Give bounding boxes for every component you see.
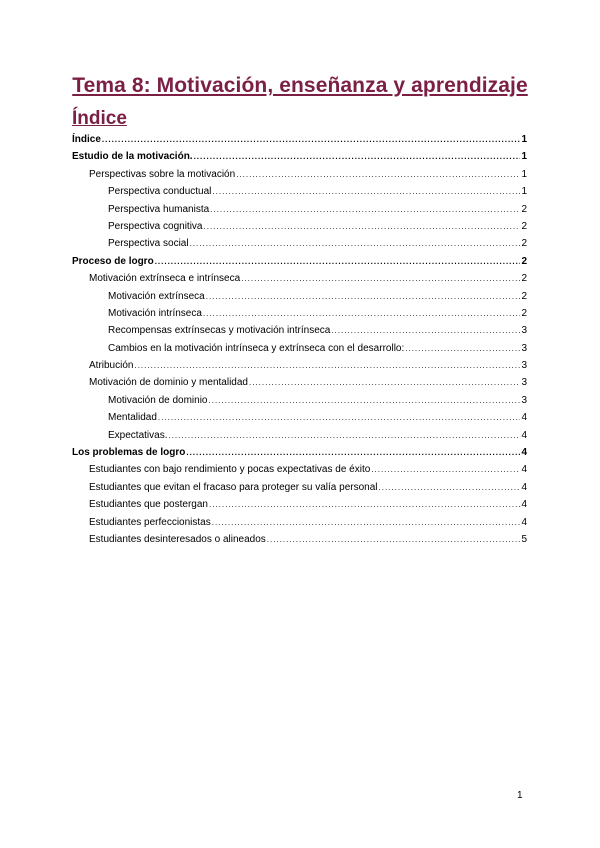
toc-entry[interactable] [72, 148, 527, 165]
toc-entry-page: 4 [521, 499, 527, 511]
toc-entry-title: Perspectiva humanista [108, 203, 210, 215]
table-of-contents [72, 131, 527, 548]
toc-entry[interactable] [72, 183, 527, 200]
toc-dot-leader [241, 270, 520, 287]
toc-entry[interactable] [72, 270, 527, 287]
toc-entry[interactable] [72, 218, 527, 235]
toc-entry[interactable] [72, 305, 527, 322]
toc-entry-page: 3 [521, 342, 527, 354]
toc-entry-title: Proceso de logro [72, 255, 154, 267]
toc-entry-title: Estudiantes con bajo rendimiento y pocas expectativas de éxito [89, 464, 371, 476]
toc-entry-title: Los problemas de logro [72, 447, 186, 459]
toc-dot-leader [210, 201, 520, 218]
toc-dot-leader [212, 514, 521, 531]
toc-dot-leader [236, 166, 520, 183]
toc-entry-page: 2 [521, 220, 527, 232]
toc-entry-page: 1 [521, 134, 527, 145]
toc-dot-leader [212, 183, 520, 200]
toc-entry[interactable] [72, 340, 527, 357]
toc-entry-title: Mentalidad [108, 412, 157, 424]
toc-dot-leader [209, 392, 521, 409]
toc-entry-title: Perspectiva social [108, 238, 189, 250]
toc-dot-leader [168, 427, 520, 444]
toc-entry-page: 2 [521, 290, 527, 302]
toc-entry-page: 4 [521, 481, 527, 493]
toc-entry[interactable] [72, 201, 527, 218]
toc-entry[interactable] [72, 166, 527, 183]
toc-entry-title: Estudiantes perfeccionistas [89, 516, 211, 528]
toc-entry-title: Índice [72, 134, 101, 145]
toc-entry-page: 3 [521, 325, 527, 337]
toc-entry-page: 3 [521, 394, 527, 406]
toc-entry-page: 1 [521, 168, 527, 180]
toc-entry[interactable] [72, 322, 527, 339]
toc-entry[interactable] [72, 357, 527, 374]
toc-entry-page: 2 [521, 273, 527, 285]
toc-entry-page: 3 [521, 360, 527, 372]
toc-entry-page: 2 [521, 203, 527, 215]
toc-entry-page: 1 [521, 151, 527, 163]
toc-entry[interactable] [72, 131, 527, 148]
toc-entry[interactable] [72, 444, 527, 461]
toc-entry[interactable] [72, 392, 527, 409]
toc-entry-page: 2 [521, 307, 527, 319]
toc-dot-leader [379, 479, 521, 496]
toc-dot-leader [203, 305, 521, 322]
toc-entry[interactable] [72, 496, 527, 513]
toc-entry[interactable] [72, 461, 527, 478]
toc-entry-title: Perspectiva cognitiva [108, 220, 203, 232]
toc-entry-page: 3 [521, 377, 527, 389]
toc-dot-leader [186, 444, 520, 461]
toc-entry-title: Atribución [89, 360, 134, 372]
toc-entry[interactable] [72, 427, 527, 444]
toc-entry-title: Perspectiva conductual [108, 186, 212, 198]
toc-entry[interactable] [72, 531, 527, 548]
toc-entry-page: 4 [521, 447, 527, 459]
toc-entry-title: Cambios en la motivación intrínseca y extrínseca con el desarrollo: [108, 342, 405, 354]
toc-dot-leader [134, 357, 520, 374]
toc-dot-leader [331, 322, 520, 339]
toc-entry-title: Motivación extrínseca [108, 290, 205, 302]
toc-entry[interactable] [72, 235, 527, 252]
toc-entry-page: 5 [521, 533, 527, 545]
toc-dot-leader [204, 218, 521, 235]
toc-dot-leader [206, 288, 521, 305]
toc-entry-title: Perspectivas sobre la motivación [89, 168, 236, 180]
toc-entry-page: 1 [521, 186, 527, 198]
toc-entry-title: Estudiantes desinteresados o alineados [89, 533, 266, 545]
toc-entry[interactable] [72, 288, 527, 305]
page-number: 1 [517, 790, 523, 801]
toc-entry[interactable] [72, 374, 527, 391]
toc-entry[interactable] [72, 514, 527, 531]
toc-entry-title: Estudiantes que postergan [89, 499, 208, 511]
toc-dot-leader [371, 461, 520, 478]
toc-entry-page: 2 [521, 255, 527, 267]
toc-entry-title: Estudio de la motivación. [72, 151, 193, 163]
toc-entry-title: Expectativas. [108, 429, 168, 441]
toc-entry-page: 4 [521, 464, 527, 476]
toc-entry-title: Estudiantes que evitan el fracaso para proteger su valía personal [89, 481, 378, 493]
toc-dot-leader [249, 374, 520, 391]
toc-entry-title: Motivación de dominio [108, 394, 208, 406]
toc-dot-leader [209, 496, 520, 513]
toc-entry-title: Motivación extrínseca e intrínseca [89, 273, 241, 285]
toc-dot-leader [102, 131, 521, 148]
toc-dot-leader [267, 531, 521, 548]
toc-entry-title: Motivación intrínseca [108, 307, 202, 319]
document-title: Tema 8: Motivación, enseñanza y aprendizaje [72, 74, 528, 97]
toc-entry-title: Motivación de dominio y mentalidad [89, 377, 248, 389]
toc-entry-page: 4 [521, 429, 527, 441]
toc-dot-leader [158, 409, 521, 426]
toc-entry-title: Recompensas extrínsecas y motivación intrínseca [108, 325, 331, 337]
index-heading: Índice [72, 108, 127, 129]
toc-dot-leader [155, 253, 521, 270]
toc-entry-page: 2 [521, 238, 527, 250]
toc-dot-leader [194, 148, 521, 165]
toc-entry-page: 4 [521, 412, 527, 424]
toc-dot-leader [190, 235, 521, 252]
toc-entry[interactable] [72, 479, 527, 496]
toc-dot-leader [405, 340, 520, 357]
toc-entry[interactable] [72, 253, 527, 270]
toc-entry-page: 4 [521, 516, 527, 528]
toc-entry[interactable] [72, 409, 527, 426]
